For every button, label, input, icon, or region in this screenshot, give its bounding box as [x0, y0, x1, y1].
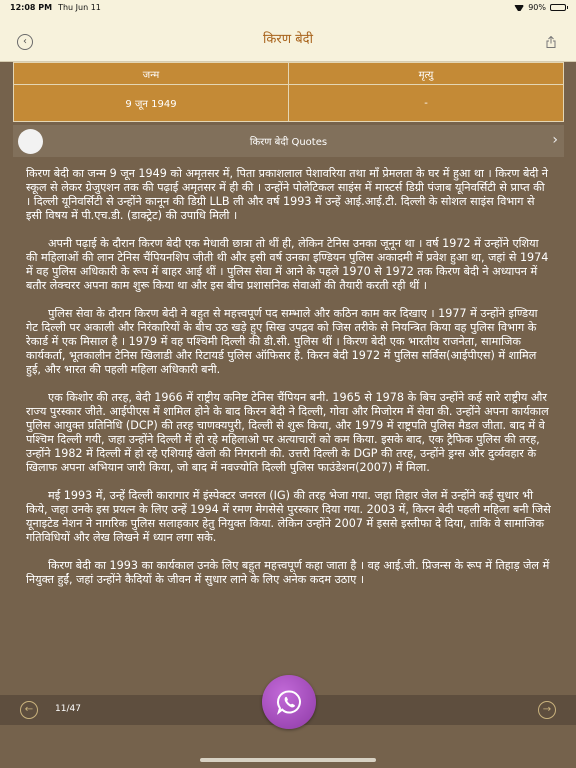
chevron-right-icon: › [552, 132, 558, 148]
birth-label: जन्म [14, 63, 288, 85]
battery-icon [550, 4, 566, 11]
navigation-header [0, 14, 576, 62]
back-button[interactable] [17, 34, 33, 50]
quotes-link[interactable] [13, 125, 564, 157]
arrow-left-icon: ← [24, 704, 34, 715]
birth-death-table [13, 62, 564, 122]
share-icon[interactable] [546, 36, 556, 48]
death-column [288, 63, 563, 121]
whatsapp-icon [276, 689, 302, 715]
status-bar [0, 0, 576, 14]
birth-column [14, 63, 288, 121]
page-title: किरण बेदी [263, 31, 313, 47]
article-paragraph: पुलिस सेवा के दौरान किरण बेदी ने बहुत से महत्त्वपूर्ण पद सम्भाले और कठिन काम कर दिखाए । 1977 में उन्होंने इण्डिया गेट दिल्ली पर अकाली और निरंकारियों के बीच उठ खड़े हुए सिख उपद्रव को जिस तरीके से नियन्त्रित किया वह पुलिस विभाग के रेकार्ड में एक मिसाल है । 1979 में वह पश्चिमी दिल्ली की डी.सी. पुलिस थीं । किरण बेदी एक भारतीय राजनेता, सामाजिक कार्यकर्ता, भूतकालीन टेनिस खिलाडी और रिटायर्ड पुलिस ऑफिसर है. किरन बेदी 1972 में पुलिस सर्विस(आईपीएस) में शामिल हुई, और भारत की पहली महिला अधिकारी बनी. [26, 307, 538, 376]
status-right [514, 3, 566, 12]
page-counter: 11/47 [55, 704, 81, 714]
battery-percent: 90% [528, 2, 546, 12]
previous-page-button[interactable] [20, 701, 38, 719]
chevron-left-icon: ‹ [23, 36, 27, 47]
whatsapp-share-button[interactable] [262, 675, 316, 729]
death-label: मृत्यु [289, 63, 563, 85]
death-value: - [424, 97, 428, 109]
birth-value: 9 जून 1949 [125, 99, 177, 110]
article-paragraph: मई 1993 में, उन्हें दिल्ली कारागार में इंस्पेक्टर जनरल (IG) की तरह भेजा गया. जहा तिहार जेल में उन्होंने कई सुधार भी किये, जहा उनके इस प्रयत्न के लिए उन्हें 1994 में रमण मेगसेसे पुरस्कार दिया गया. 2003 में, किरन बेदी पहली महिला बनी जिसे यूनाइटेड नेशन ने नागरिक पुलिस सलाहकार हेतु नियुक्त किया. लेकिन उन्होंने 2007 में इससे इस्तीफा दे दिया, ताकि वे सामाजिक गतिविधियों और लेख लिखने में ध्यान लगा सके. [26, 489, 551, 544]
avatar [18, 129, 43, 154]
wifi-icon [514, 3, 524, 11]
biography-article [26, 167, 552, 657]
status-time: 12:08 PM [10, 2, 53, 12]
article-paragraph: अपनी पढ़ाई के दौरान किरण बेदी एक मेधावी छात्रा तो थीं ही, लेकिन टेनिस उनका जूनून था । वर्ष 1972 में उन्होंने एशिया की महिलाओं की लान टेनिस चैंपियनशिप जीती थी और इसी वर्ष उनका इण्डियन पुलिस अकादमी में प्रवेश हुआ था, जहां से 1974 में वह पुलिस अधिकारी के रूप में बाहर आई थीं । पुलिस सेवा में आने के पहले 1970 से 1972 तक किरण बेदी ने अध्यापन में बतौर लेक्चरर अपना काम शुरू किया था और इस बीच प्रशासनिक सेवाओं की तैयारी करती रही थीं । [26, 237, 549, 292]
quotes-label: किरण बेदी Quotes [249, 137, 328, 148]
article-paragraph: किरण बेदी का जन्म 9 जून 1949 को अमृतसर में, पिता प्रकाशलाल पेशावरिया तथा माँ प्रेमलता के घर में हुआ था । किरण बेदी ने स्कूल से लेकर ग्रेजुएशन तक की पढ़ाई अमृतसर में ही की । उन्होंने पोलेटिकल साइंस में मास्टर्स डिग्री पंजाब यूनिवर्सिटी से प्राप्त की । दिल्ली यूनिवर्सिटी से उन्होंने कानून की डिग्री LLB ली और वर्ष 1993 में उन्हें आई.आई.टी. दिल्ली के सोशल साइंस विभाग से इसी विषय में पी.एच.डी. (डाक्ट्रेट) की उपाधि मिली । [26, 167, 548, 222]
next-page-button[interactable] [538, 701, 556, 719]
status-date: Thu Jun 11 [58, 2, 101, 12]
article-paragraph: किरण बेदी का 1993 का कार्यकाल उनके लिए बहुत महत्त्वपूर्ण कहा जाता है । वह आई.जी. प्रिजन्स के रूप में तिहाड़ जेल में नियुक्त हुईं, जहां उन्होंने कैदियों के जीवन में सुधार लाने के लिए अनेक कदम उठाए । [26, 559, 550, 586]
home-indicator [200, 758, 376, 762]
article-paragraph: एक किशोर की तरह, बेदी 1966 में राष्ट्रीय कनिष्ट टेनिस चैंपियन बनी. 1965 से 1978 के बिच उन्होंने कई सारे राष्ट्रीय और राज्य पुरस्कार जीते. आईपीएस में शामिल होने के बाद किरन बेदी ने दिल्ली, गोवा और मिजोरम में सेवा की. उन्होंने अपना कार्यकाल पुलिस आयुक्त प्रतिनिधि (DCP) की तरह चाणक्यपुरी, दिल्ली से शुरू किया, और 1979 में राष्ट्रपति पुलिस मैडल जीता. बाद में वे पश्चिम दिल्ली गयी, जहा उन्होंने दिल्ली में हो रहे महिलाओ पर अत्याचारों को कम किया. इसके बाद, एक ट्रैफिक पुलिस की तरह, उन्होंने 1982 में दिल्ली में हो रहे एशियाई खेलो की निगरानी की. उत्तरी दिल्ली के DGP की तरह, उन्होंने ड्रग्स और दुर्व्यवहार के खिलाफ अपना अभियान जारी किया, जो बाद में नवज्योति दिल्ली पुलिस फाउंडेशन(2007) में मिला. [26, 391, 549, 474]
arrow-right-icon: → [542, 704, 552, 715]
